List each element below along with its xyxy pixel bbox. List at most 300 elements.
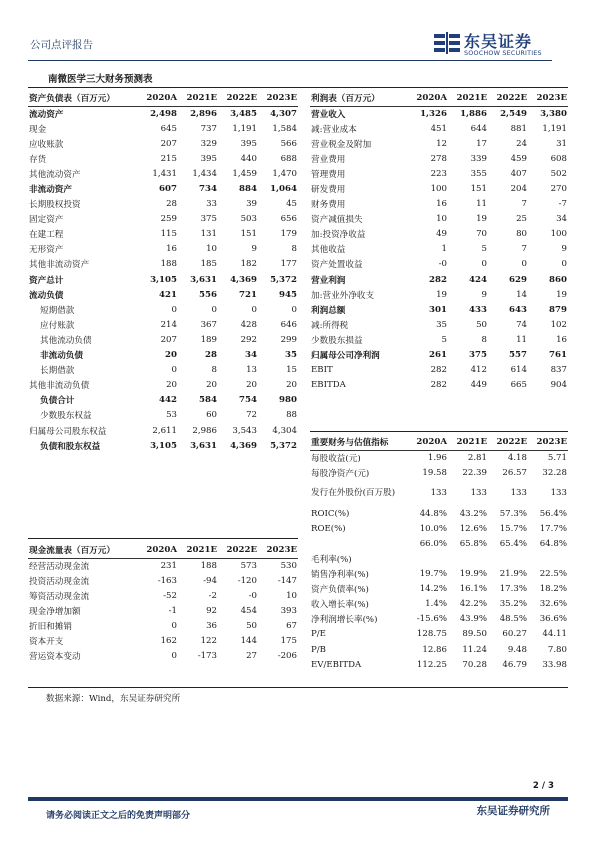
table-row	[310, 582, 568, 597]
table-row	[28, 317, 298, 332]
value-cell: 100	[550, 229, 567, 240]
value-cell: 607	[159, 184, 177, 195]
value-cell: 2,549	[500, 108, 527, 119]
value-cell: 44.11	[542, 629, 567, 640]
value-cell: 734	[199, 184, 217, 195]
table-row	[28, 272, 298, 287]
value-cell: 904	[550, 380, 567, 391]
row-label: 营业收入	[311, 109, 346, 120]
value-cell: 49	[436, 229, 447, 240]
value-cell: 573	[240, 560, 257, 571]
row-label: 其他非流动负债	[29, 381, 90, 392]
value-cell: 10	[436, 214, 447, 225]
value-cell: 1,584	[272, 123, 297, 134]
value-cell: 375	[200, 214, 217, 225]
report-type-label: 公司点评报告	[30, 39, 93, 51]
value-cell: 19	[556, 289, 567, 300]
table-row	[310, 657, 568, 672]
value-cell	[528, 551, 568, 566]
row-label: 流动资产	[29, 109, 64, 120]
value-cell: 656	[280, 214, 297, 225]
value-cell: 375	[469, 350, 487, 361]
value-cell: 66.0%	[419, 538, 447, 549]
value-cell: 56.4%	[539, 508, 567, 519]
value-cell: 45	[286, 199, 297, 210]
value-cell: 28	[166, 199, 177, 210]
value-cell: 122	[200, 636, 217, 647]
value-cell: 0	[291, 304, 297, 315]
value-cell: -206	[277, 651, 297, 662]
value-cell: -173	[197, 651, 217, 662]
row-label: 在建工程	[29, 230, 64, 241]
value-cell: 301	[429, 304, 447, 315]
value-cell: 70	[476, 229, 487, 240]
value-cell: 20	[166, 380, 177, 391]
value-cell: 162	[160, 636, 177, 647]
value-cell: 89.50	[462, 629, 487, 640]
value-cell: 754	[239, 395, 257, 406]
value-cell: 24	[516, 138, 527, 149]
table-row	[310, 597, 568, 612]
table-row	[28, 408, 298, 423]
row-label: 经营活动现金流	[29, 561, 90, 572]
value-cell: 9	[481, 289, 487, 300]
value-cell: 556	[199, 289, 217, 300]
table-row	[28, 181, 298, 196]
value-cell: 14.2%	[419, 584, 447, 595]
table-row	[310, 332, 568, 347]
value-cell: 5	[481, 244, 487, 255]
table-row	[28, 438, 298, 453]
row-label: 财务费用	[311, 200, 346, 211]
row-label: 每股收益(元)	[311, 453, 361, 464]
value-cell: 65.4%	[499, 538, 527, 549]
value-cell: -94	[203, 575, 217, 586]
value-cell: 282	[430, 365, 447, 376]
value-cell: 60	[206, 410, 217, 421]
value-cell: 355	[470, 168, 487, 179]
value-cell: 36.6%	[539, 614, 567, 625]
row-label: 其他非流动资产	[29, 260, 90, 271]
value-cell: 449	[470, 380, 487, 391]
value-cell: 16	[436, 199, 447, 210]
row-label: 营业利润	[311, 275, 346, 286]
value-cell: 20	[246, 380, 257, 391]
value-cell: 207	[160, 334, 177, 345]
value-cell: 215	[160, 153, 177, 164]
value-cell: -120	[237, 575, 257, 586]
value-cell: 0	[251, 304, 257, 315]
row-label: 收入增长率(%)	[311, 600, 369, 611]
value-cell: 0	[521, 259, 527, 270]
value-cell: 530	[280, 560, 297, 571]
value-cell: 46.79	[502, 659, 527, 670]
logo-text-en: SOOCHOW SECURITIES	[464, 49, 542, 57]
table-row	[28, 378, 298, 393]
table-row	[28, 287, 298, 302]
value-cell: 10	[206, 244, 217, 255]
header-divider	[28, 60, 552, 61]
year-header-cell: 2021E	[448, 434, 488, 450]
value-cell: 144	[240, 636, 257, 647]
row-label: 净利润增长率(%)	[311, 615, 378, 626]
row-label: 研发费用	[311, 185, 346, 196]
value-cell: 644	[470, 123, 487, 134]
table-row	[310, 257, 568, 272]
value-cell: 115	[160, 229, 177, 240]
value-cell: 8	[291, 244, 297, 255]
value-cell: -1	[168, 605, 177, 616]
value-cell: 665	[510, 380, 527, 391]
value-cell: 278	[430, 153, 447, 164]
value-cell: 259	[160, 214, 177, 225]
value-cell: 3,631	[190, 274, 217, 285]
value-cell: 133	[550, 488, 567, 499]
table-row	[28, 121, 298, 136]
value-cell: 5	[441, 334, 447, 345]
value-cell: 11.24	[462, 644, 487, 655]
value-cell: 1,434	[192, 168, 217, 179]
value-cell: 3,105	[150, 274, 177, 285]
value-cell: 9	[561, 244, 567, 255]
value-cell: 20	[206, 380, 217, 391]
value-cell: -52	[163, 590, 177, 601]
value-cell: 270	[550, 184, 567, 195]
row-label: 非流动资产	[29, 185, 72, 196]
value-cell: 88	[286, 410, 297, 421]
cash-flow-table	[28, 542, 298, 664]
table-header-row	[28, 542, 298, 558]
year-header-cell: 2022E	[218, 90, 258, 106]
table-row	[310, 181, 568, 196]
row-label: 折旧和摊销	[29, 621, 72, 632]
value-cell: 8	[211, 365, 217, 376]
year-header-cell: 2020A	[408, 434, 448, 450]
row-label: 流动负债	[29, 290, 64, 301]
table-row	[310, 166, 568, 181]
value-cell: 282	[430, 380, 447, 391]
table-row	[28, 227, 298, 242]
value-cell: 339	[470, 153, 487, 164]
value-cell: 688	[280, 153, 297, 164]
value-cell: 10	[286, 590, 297, 601]
value-cell: 18.2%	[539, 584, 567, 595]
table-row	[28, 212, 298, 227]
value-cell: 451	[430, 123, 447, 134]
value-cell: 207	[160, 138, 177, 149]
table-header-row	[28, 90, 298, 106]
value-cell: 28	[205, 350, 217, 361]
row-label: 筹资活动现金流	[29, 591, 90, 602]
value-cell: 1,064	[270, 184, 297, 195]
value-cell: 4,307	[270, 108, 297, 119]
value-cell: 557	[509, 350, 527, 361]
value-cell: 19	[436, 289, 447, 300]
row-label: EBIT	[311, 365, 333, 376]
row-label: 其他收益	[311, 245, 346, 256]
table-row	[310, 642, 568, 657]
value-cell: 133	[510, 488, 527, 499]
value-cell: 17.7%	[539, 523, 567, 534]
value-cell: 721	[239, 289, 257, 300]
value-cell: 22.39	[462, 467, 487, 478]
row-label: 营运资本变动	[29, 652, 81, 663]
value-cell: 1.4%	[425, 599, 447, 610]
balance-sheet-table	[28, 90, 298, 453]
row-label: 资产总计	[29, 275, 64, 286]
value-cell: 15.7%	[499, 523, 527, 534]
logo-text-cn: 东吴证券	[464, 32, 533, 51]
value-cell: 4,304	[272, 425, 297, 436]
value-cell	[448, 551, 488, 566]
value-cell: 1,191	[232, 123, 257, 134]
soochow-logo	[434, 30, 554, 60]
year-header-cell: 2021E	[448, 90, 488, 106]
table-row	[310, 348, 568, 363]
table-row	[28, 257, 298, 272]
value-cell: 92	[206, 605, 217, 616]
table-row	[28, 166, 298, 181]
value-cell: 421	[159, 289, 177, 300]
value-cell: 19.9%	[459, 569, 487, 580]
table-row	[28, 649, 298, 664]
value-cell: 48.5%	[499, 614, 527, 625]
table-row	[28, 423, 298, 438]
value-cell: 3,485	[230, 108, 257, 119]
year-header-cell: 2023E	[258, 542, 298, 558]
table-row	[28, 588, 298, 603]
table-header-row	[310, 434, 568, 450]
table-row	[310, 612, 568, 627]
table-row	[28, 151, 298, 166]
table-row	[28, 393, 298, 408]
value-cell: 2,611	[152, 425, 177, 436]
value-cell: 11	[476, 199, 487, 210]
row-label: 应付账款	[40, 320, 75, 331]
value-cell: 2,896	[190, 108, 217, 119]
value-cell: 608	[550, 153, 567, 164]
table-row	[310, 480, 568, 506]
table-row	[28, 348, 298, 363]
value-cell: 19	[476, 214, 487, 225]
value-cell: 231	[160, 560, 177, 571]
value-cell: 3,543	[232, 425, 257, 436]
value-cell: 42.2%	[459, 599, 487, 610]
value-cell: 74	[516, 319, 527, 330]
value-cell: 9	[251, 244, 257, 255]
table-row	[310, 567, 568, 582]
table-row	[28, 302, 298, 317]
year-header-cell: 2021E	[178, 542, 218, 558]
year-header-cell: 2020A	[138, 542, 178, 558]
cash-flow-divider	[28, 538, 298, 539]
value-cell: 19.7%	[419, 569, 447, 580]
value-cell: 50	[246, 620, 257, 631]
table-row	[310, 242, 568, 257]
table-row	[310, 302, 568, 317]
value-cell: 112.25	[416, 659, 447, 670]
value-cell: 7	[521, 244, 527, 255]
row-label: ROE(%)	[311, 523, 346, 534]
value-cell: 35.2%	[499, 599, 527, 610]
table-row	[28, 363, 298, 378]
value-cell: 1,431	[152, 168, 177, 179]
table-row	[28, 573, 298, 588]
value-cell: 428	[240, 319, 257, 330]
value-cell: 17	[476, 138, 487, 149]
row-label: EBITDA	[311, 380, 346, 391]
value-cell: 223	[430, 168, 447, 179]
row-label: 资产处置收益	[311, 260, 363, 271]
year-header-cell: 2022E	[218, 542, 258, 558]
value-cell: -147	[277, 575, 297, 586]
value-cell: 177	[280, 259, 297, 270]
row-label: 减:营业成本	[311, 124, 357, 135]
page-title: 南微医学三大财务预测表	[48, 74, 153, 85]
value-cell: 1,459	[232, 168, 257, 179]
value-cell: 879	[549, 304, 567, 315]
value-cell: 36	[206, 620, 217, 631]
row-label: 其他流动资产	[29, 169, 81, 180]
row-label: 少数股东损益	[311, 335, 363, 346]
value-cell: 980	[279, 395, 297, 406]
value-cell: 39	[246, 199, 257, 210]
row-label: 现金净增加额	[29, 606, 81, 617]
value-cell: 0	[481, 259, 487, 270]
value-cell: 884	[239, 184, 257, 195]
row-label: 固定资产	[29, 215, 64, 226]
value-cell: -0	[438, 259, 447, 270]
value-cell: 737	[200, 123, 217, 134]
table-row	[310, 212, 568, 227]
value-cell: 25	[516, 214, 527, 225]
title-divider	[28, 87, 568, 88]
value-cell: 261	[429, 350, 447, 361]
table-row	[28, 603, 298, 618]
value-cell: 20	[286, 380, 297, 391]
row-label: 加:投资净收益	[311, 230, 366, 241]
year-header-cell: 2021E	[178, 90, 218, 106]
year-header-cell: 2022E	[488, 90, 528, 106]
row-label: 长期借款	[40, 366, 75, 377]
row-label: 发行在外股份(百万股)	[311, 487, 396, 498]
value-cell: 43.9%	[459, 614, 487, 625]
table-row	[28, 136, 298, 151]
year-header-cell: 2023E	[258, 90, 298, 106]
value-cell: 8	[481, 334, 487, 345]
value-cell: 16.1%	[459, 584, 487, 595]
value-cell: 189	[200, 334, 217, 345]
row-label: 负债和股东权益	[40, 441, 101, 452]
table-row	[28, 106, 298, 121]
value-cell: 16	[556, 334, 567, 345]
disclaimer-note: 请务必阅读正文之后的免责声明部分	[46, 811, 191, 821]
value-cell: 19.58	[422, 467, 447, 478]
row-label: 应收账款	[29, 139, 64, 150]
value-cell: 35	[285, 350, 297, 361]
value-cell: 407	[510, 168, 527, 179]
row-label: 存货	[29, 154, 47, 165]
value-cell: 12.6%	[459, 523, 487, 534]
value-cell: 645	[160, 123, 177, 134]
value-cell: 10.0%	[419, 523, 447, 534]
table-row	[310, 627, 568, 642]
row-label: 资本开支	[29, 637, 64, 648]
table-header-row	[310, 90, 568, 106]
value-cell: 7.80	[547, 644, 567, 655]
value-cell: 204	[510, 184, 527, 195]
row-label: 加:营业外净收支	[311, 290, 375, 301]
value-cell: 60.27	[502, 629, 527, 640]
value-cell: 433	[469, 304, 487, 315]
value-cell: 0	[171, 304, 177, 315]
table-row	[310, 106, 568, 121]
income-statement-table	[310, 90, 568, 393]
row-label: 营业费用	[311, 154, 346, 165]
value-cell: 133	[470, 488, 487, 499]
row-label: 资产负债率(%)	[311, 585, 369, 596]
value-cell: 0	[171, 651, 177, 662]
value-cell: 179	[280, 229, 297, 240]
row-label: ROIC(%)	[311, 508, 350, 519]
value-cell: 12	[436, 138, 447, 149]
value-cell: 646	[280, 319, 297, 330]
value-cell: 1,470	[272, 168, 297, 179]
row-label: 少数股东权益	[40, 411, 92, 422]
value-cell: 17.3%	[499, 584, 527, 595]
table-row	[310, 151, 568, 166]
row-label: 无形资产	[29, 245, 64, 256]
institute-name: 东吴证券研究所	[476, 805, 550, 817]
value-cell: 214	[160, 319, 177, 330]
value-cell: 64.8%	[539, 538, 567, 549]
value-cell: 412	[470, 365, 487, 376]
table-row	[28, 197, 298, 212]
row-label: 营业税金及附加	[311, 139, 372, 150]
value-cell: 70.28	[462, 659, 487, 670]
value-cell: 329	[200, 138, 217, 149]
table-row	[310, 378, 568, 393]
value-cell: 53	[166, 410, 177, 421]
soochow-logo-icon	[434, 32, 460, 54]
table-row	[310, 272, 568, 287]
row-label: 资产减值损失	[311, 215, 363, 226]
value-cell: -0	[248, 590, 257, 601]
table-row	[310, 121, 568, 136]
value-cell: 32.6%	[539, 599, 567, 610]
row-label: P/E	[311, 629, 326, 640]
value-cell: 442	[159, 395, 177, 406]
value-cell: 44.8%	[419, 508, 447, 519]
value-cell: 3,631	[190, 440, 217, 451]
value-cell: 185	[200, 259, 217, 270]
value-cell: 182	[240, 259, 257, 270]
value-cell: 945	[279, 289, 297, 300]
row-label: 减:所得税	[311, 320, 349, 331]
value-cell: 643	[509, 304, 527, 315]
value-cell: 35	[436, 319, 447, 330]
table-row	[310, 317, 568, 332]
value-cell: 57.3%	[499, 508, 527, 519]
value-cell: 0	[561, 259, 567, 270]
value-cell: 100	[430, 184, 447, 195]
value-cell	[408, 551, 448, 566]
table-row	[310, 450, 568, 465]
value-cell: 3,105	[150, 440, 177, 451]
value-cell: 502	[550, 168, 567, 179]
table-row	[310, 536, 568, 551]
value-cell: 151	[240, 229, 257, 240]
